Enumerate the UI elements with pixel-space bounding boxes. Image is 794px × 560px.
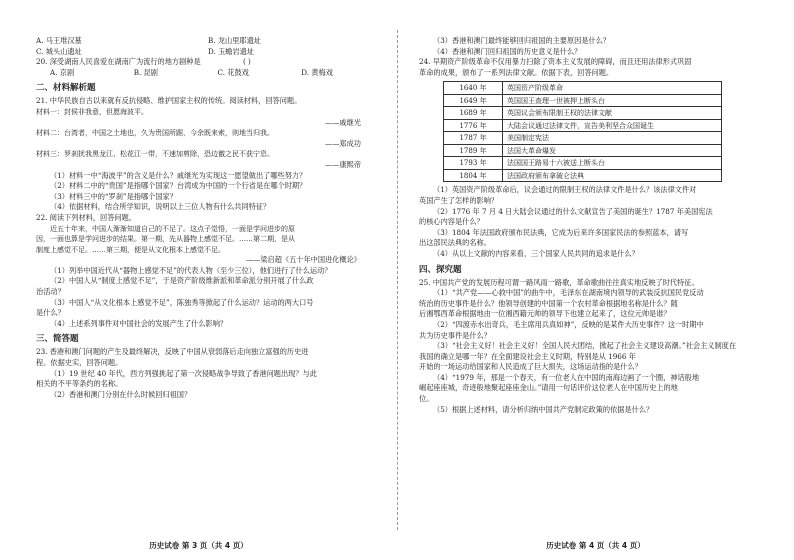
- right-page-footer: 历史试卷 第 4 页（共 4 页）: [546, 541, 645, 550]
- q20-option-d: D. 黄梅戏: [301, 67, 333, 77]
- q22-question-3b: 是什么？: [36, 308, 65, 318]
- table-cell-year: 1640 年: [444, 82, 503, 95]
- q20-option-c: C. 花鼓戏: [217, 67, 249, 77]
- table-cell-year: 1787 年: [444, 132, 503, 145]
- q19-options-row2: [36, 47, 385, 58]
- q19-options-row1: [36, 36, 385, 47]
- q25-question-3c: 开始的一场运动给国家和人民造成了巨大损失，这场运动指的是什么？: [419, 362, 642, 372]
- q22-question-3a: （3）中国人“从文化根本上感觉不足”，陈独秀等掀起了什么运动？运动的两大口号: [50, 297, 314, 307]
- q25-question-1a: （1）“共产党——心救中国”的曲牛中，毛泽东在湖南境内领导的武装反抗国民党反动: [433, 288, 704, 298]
- q25-question-2b: 共为历史事件是什么？: [419, 330, 491, 340]
- q21-material-3: 材料三：罗刹扰我黑龙江、松花江一带，不速加剪除，恐边徼之民不获宁息。: [36, 150, 274, 159]
- q21-intro-1: 21. 中华民族自古以来就有反抗侵略、维护国家主权的传统。阅读材料，回答问题。: [36, 96, 302, 106]
- table-cell-year: 1789 年: [444, 144, 503, 157]
- q22-intro: 22. 阅读下列材料，回答问题。: [36, 212, 136, 222]
- q23-question-4: （4）香港和澳门回归祖国的历史意义是什么？: [433, 46, 582, 56]
- table-cell-year: 1804 年: [444, 169, 503, 182]
- q19-option-d: D. 玉蟾岩遗址: [208, 46, 255, 56]
- q20-option-b: B. 昆剧: [133, 67, 158, 77]
- q22-quote-1: 近五十年来，中国人渐渐知道自己的不足了。这点子觉悟，一面是学问进步的原: [50, 224, 295, 233]
- table-cell-year: 1649 年: [444, 94, 503, 107]
- q22-question-2b: 治活动？: [36, 287, 65, 297]
- q22-quote-3: 制度上感觉不足。……第三期，便是从文化根本上感觉不足。: [36, 245, 225, 254]
- table-row: [444, 107, 722, 120]
- q22-question-2a: （2）中国人从“制度上感觉不足”，于是资产阶级维新派和革命派分别开展了什么政: [50, 276, 314, 286]
- table-row: [444, 144, 722, 157]
- q22-question-1: （1）列举中国近代从“器物上感觉不足”的代表人物（至少三位），他们进行了什么运动？: [50, 265, 332, 275]
- q22-source: ——梁启超《五十年中国进化概论》: [245, 255, 361, 265]
- q21-question-2: （2）材料二中的“贵国”是指哪个国家？台湾成为中国的一个行省是在哪个时期？: [50, 181, 307, 191]
- table-cell-year: 1776 年: [444, 119, 503, 132]
- q23-question-3: （3）香港和澳门最终能够回归祖国的主要原因是什么？: [433, 36, 611, 45]
- q24-question-3a: （3）1804 年法国政府颁布民法典，它成为后来许多国家民法的参照蓝本，请写: [433, 227, 689, 237]
- table-row: [444, 132, 722, 145]
- q21-question-3: （3）材料三中的“罗刹”是指哪个国家？: [50, 191, 177, 201]
- table-row: [444, 169, 722, 182]
- q20-text: 20. 深受湖南人民喜爱在湖南广为流行的地方剧种是: [36, 57, 201, 67]
- q20-stem: [36, 57, 385, 68]
- q25-intro: 25. 中国共产党的发展历程可谓一路风雨一路歌，革命歌曲往往真实地反映了时代特征。: [419, 277, 699, 287]
- q24-question-4: （4）从以上文献的内容来看，三个国家人民共同的追求是什么？: [433, 248, 639, 258]
- q25-question-1b: 统治的历史事件是什么？他领导创建的中国第一个农村革命根据地名称是什么？随: [419, 298, 678, 308]
- q21-material-1: 材料一：封侯非我意，但愿海波平。: [36, 107, 148, 116]
- q21-source-2: ——郑成功: [325, 138, 361, 148]
- table-cell-year: 1689 年: [444, 107, 503, 120]
- q19-option-c: C. 城头山遗址: [36, 46, 82, 56]
- table-row: [444, 157, 722, 170]
- table-cell-event: 大陆会议通过法律文件，宣告美利坚合众国诞生: [503, 119, 722, 132]
- table-cell-event: 法国大革命爆发: [503, 144, 722, 157]
- table-cell-year: 1793 年: [444, 157, 503, 170]
- q21-material-2: 材料二：台湾者，中国之土地也，久为贵国所踞，今余既来索，则地当归我。: [36, 129, 274, 138]
- table-cell-event: 英国议会颁布限制王权的法律文献: [503, 107, 722, 120]
- q21-source-3: ——康熙帝: [325, 159, 361, 169]
- right-page: [397, 0, 794, 560]
- q24-question-1b: 英国产生了怎样的影响？: [419, 195, 499, 205]
- q20-options: [36, 68, 385, 79]
- q20-answer-paren: ( ): [242, 57, 251, 67]
- table-cell-event: 法国国王路易十六被送上断头台: [503, 157, 722, 170]
- q21-source-1: ——戚继光: [325, 117, 361, 127]
- q24-question-2a: （2）1776 年 7 月 4 日大陆会议通过的什么文献宣告了美国的诞生？1787 年美国宪法: [433, 206, 713, 216]
- q21-question-4: （4）依据材料，结合所学知识，说明以上三位人物有什么共同特征？: [50, 202, 271, 212]
- q19-option-b: B. 龙山里耶遗址: [208, 36, 261, 45]
- table-cell-event: 英国国王查理一世被押上断头台: [503, 94, 722, 107]
- q25-question-4c: 位。: [419, 394, 434, 404]
- q23-intro-1: 23. 香港和澳门问题的产生及最终解决，反映了中国从衰弱落后走向独立富强的历史进: [36, 347, 309, 357]
- table-cell-event: 法国政府颁布拿破仑法典: [503, 169, 722, 182]
- table-row: [444, 119, 722, 132]
- q24-intro-1: 24. 早期资产阶级革命不仅用暴力扫除了资本主义发展的障碍，而且还用法律形式巩固: [419, 57, 692, 67]
- q24-question-3b: 出这部民法典的名称。: [419, 238, 491, 248]
- q22-quote-2: 因，一面也算是学问进步的结果。第一期，先从器物上感觉不足。……第二期，是从: [36, 235, 295, 244]
- section-4-title: 四、探究题: [419, 264, 462, 275]
- q22-question-4: （4）上述系列事件对中国社会的发展产生了什么影响？: [50, 318, 228, 328]
- q25-question-4a: （4）“1979 年，那是一个春天，有一位老人在中国的南海边画了一个圈，神话般地: [433, 372, 700, 382]
- table-row: [444, 82, 722, 95]
- q24-question-2b: 的核心内容是什么？: [419, 217, 484, 227]
- q25-question-2a: （2）“四渡赤水出奇兵，毛主席用兵真如神”，反映的是某件大历史事件？这一时期中: [433, 319, 704, 329]
- q25-question-5: （5）根据上述材料，请分析归纳中国共产党制定政策的依据是什么？: [433, 404, 654, 414]
- q21-question-1: （1）材料一中“海波平”的含义是什么？戚继光为实现这一愿望做出了哪些努力？: [50, 170, 307, 180]
- q23-intro-2: 程。依据史实，回答问题。: [36, 358, 123, 368]
- left-page-footer: 历史试卷 第 3 页（共 4 页）: [149, 541, 248, 550]
- table-cell-event: 英国资产阶级革命: [503, 82, 722, 95]
- q25-question-1c: 后湘鄂西革命根据地由一位湘西籍元帅的领导下也建立起来了，这位元帅是谁？: [419, 309, 671, 319]
- q24-intro-2: 革命的成果，颁布了一系列法律文献。依据下表，回答问题。: [419, 67, 614, 77]
- section-3-title: 三、简答题: [36, 334, 79, 345]
- table-cell-event: 美国制定宪法: [503, 132, 722, 145]
- table-row: [444, 94, 722, 107]
- section-2-title: 二、材料解析题: [36, 83, 96, 94]
- q25-question-4b: 崛起座座城，奇迹般地聚起座座金山。”请用一句话评价这位老人在中国历史上的地: [419, 383, 678, 393]
- q24-question-1a: （1）英国资产阶级革命后，议会通过的限制王权的法律文件是什么？该法律文件对: [433, 185, 697, 195]
- q25-question-3b: 我国的确立是哪一年？在全面建设社会主义时期，特别是从 1966 年: [419, 351, 636, 361]
- q20-option-a: A. 京剧: [50, 67, 75, 77]
- q23-question-1b: 相关的不平等条约的名称。: [36, 379, 123, 389]
- q23-question-1a: （1）19 世纪 40 年代，西方列强挑起了第一次侵略战争导致了香港问题出现？与此: [50, 368, 317, 378]
- q24-events-table: [443, 81, 722, 182]
- q25-question-3a: （3）“社会主义好！社会主义好！全国人民大团结，掀起了社会主义建设高潮。”社会主义制度在: [433, 341, 737, 351]
- q23-question-2: （2）香港和澳门分别在什么时候回归祖国？: [50, 389, 192, 399]
- q19-option-a: A. 马王堆汉墓: [36, 36, 82, 45]
